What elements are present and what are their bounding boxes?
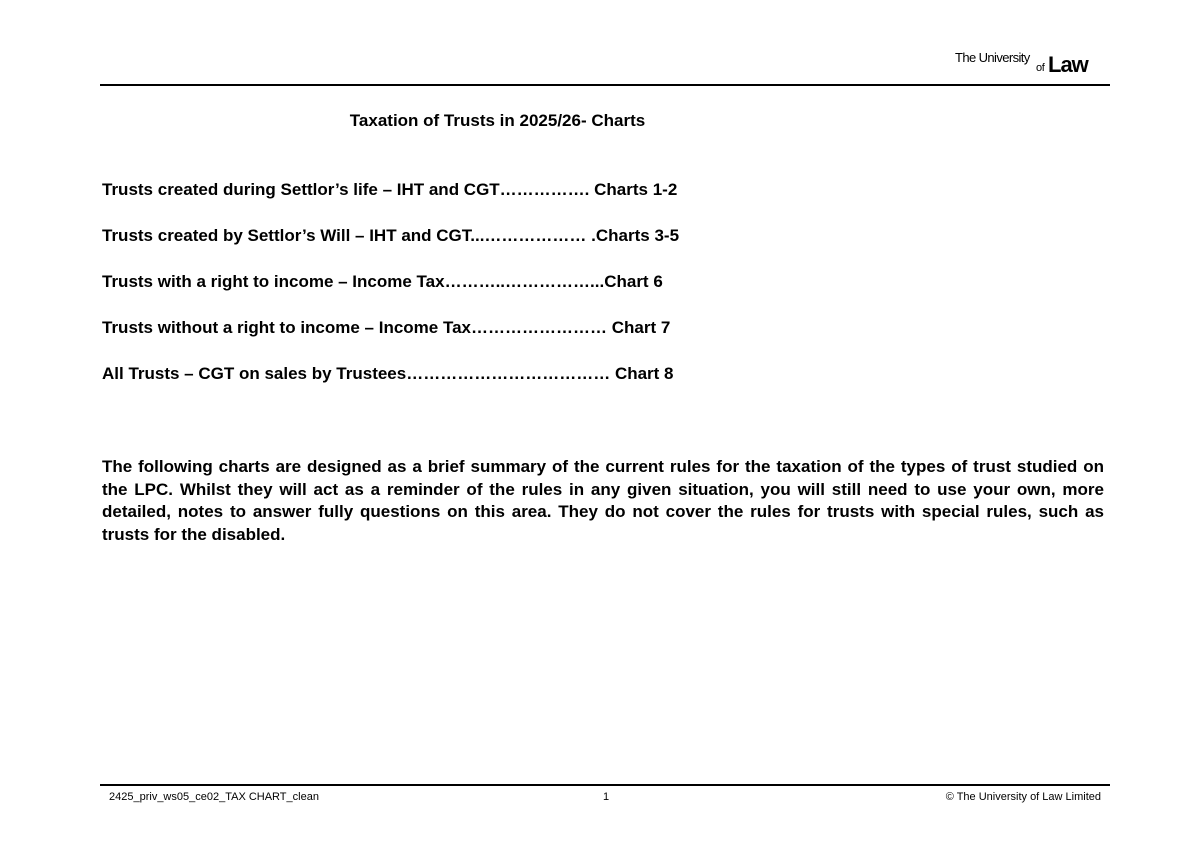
university-logo [950, 50, 1100, 78]
contents-item-no-income-right-trusts: Trusts without a right to income – Income Tax…………………… Chart 7 [102, 318, 671, 337]
contents-list [102, 178, 822, 408]
logo-text-university: The University [955, 50, 1030, 65]
summary-paragraph: The following charts are designed as a brief summary of the current rules for the taxation of the types of trust studied on the LPC. Whilst they will act as a reminder of the rules in any given situation, you will still need to use your own, more detailed, notes to answer fully questions on this area. They do not cover the rules for trusts with special rules, such as trusts for the disabled. [102, 457, 1104, 544]
footer-copyright: © The University of Law Limited [945, 791, 1101, 803]
contents-item-all-trusts-cgt: All Trusts – CGT on sales by Trustees……………………………… Chart 8 [102, 364, 674, 383]
logo-text-law: Law [1048, 52, 1088, 77]
page-title: Taxation of Trusts in 2025/26- Charts [349, 111, 646, 130]
contents-item-lifetime-trusts: Trusts created during Settlor’s life – IHT and CGT……………. Charts 1-2 [102, 180, 678, 199]
footer-page-number: 1 [602, 791, 610, 803]
contents-item-income-right-trusts: Trusts with a right to income – Income Tax………..……………...Chart 6 [102, 272, 663, 291]
logo-text-of: of [1036, 62, 1045, 74]
footer-file-name: 2425_priv_ws05_ce02_TAX CHART_clean [109, 791, 319, 803]
footer-divider [100, 784, 1110, 786]
header-divider [100, 84, 1110, 86]
contents-item-will-trusts: Trusts created by Settlor’s Will – IHT and CGT...……………… .Charts 3-5 [102, 226, 680, 245]
